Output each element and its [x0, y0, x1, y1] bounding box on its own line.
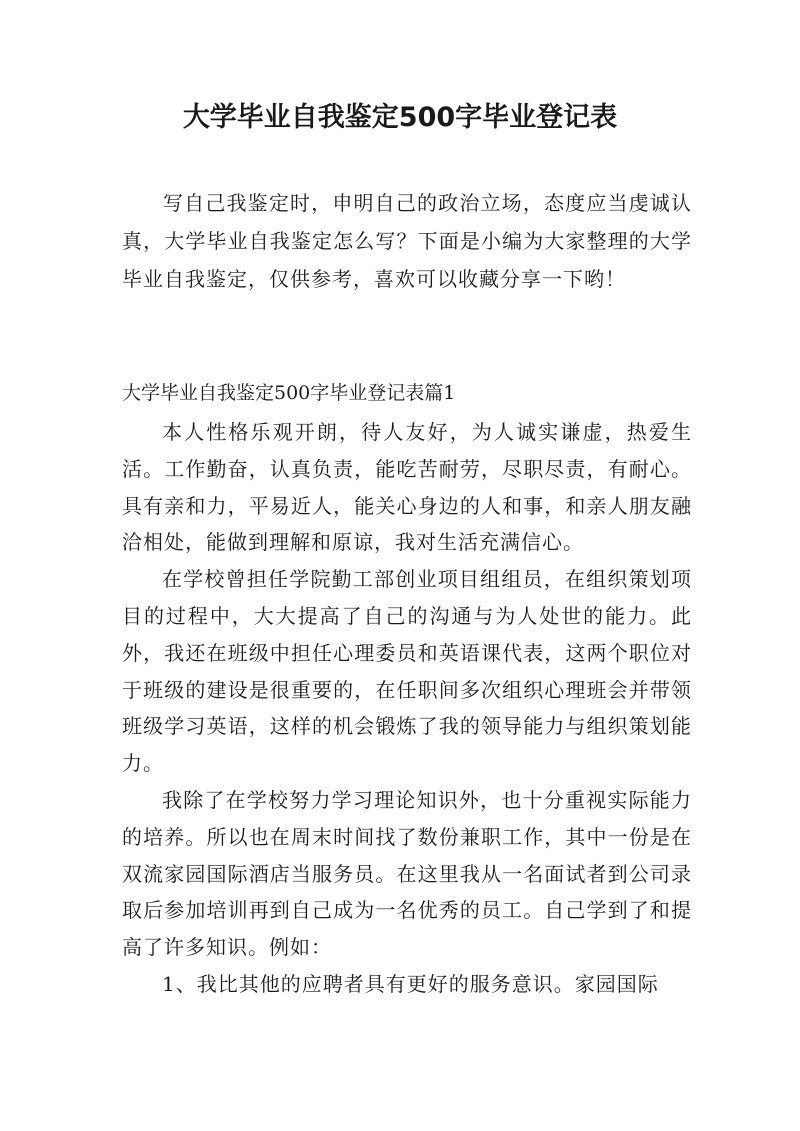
body-paragraph: 1、我比其他的应聘者具有更好的服务意识。家园国际 — [162, 971, 659, 996]
intro-block — [122, 184, 692, 298]
intro-paragraph: 写自己我鉴定时，申明自己的政治立场，态度应当虔诚认真，大学毕业自我鉴定怎么写？下面是小编为大家整理的大学毕业自我鉴定，仅供参考，喜欢可以收藏分享一下哟！ — [122, 191, 692, 291]
body-text — [122, 414, 692, 1003]
body-paragraph: 我除了在学校努力学习理论知识外，也十分重视实际能力的培养。所以也在周末时间找了数份兼职工作，其中一份是在双流家园国际酒店当服务员。在这里我从一名面试者到公司录取后参加培训再到自己成为一名优秀的员工。自己学到了和提高了许多知识。例如： — [122, 787, 692, 960]
document-title: 大学毕业自我鉴定500字毕业登记表 — [182, 102, 618, 133]
body-paragraph: 本人性格乐观开朗，待人友好，为人诚实谦虚，热爱生活。工作勤奋，认真负责，能吃苦耐劳，尽职尽责，有耐心。具有亲和力，平易近人，能关心身边的人和事，和亲人朋友融洽相处，能做到理解和原谅，我对生活充满信心。 — [122, 420, 692, 555]
section-heading: 大学毕业自我鉴定500字毕业登记表篇1 — [122, 382, 456, 404]
body-paragraph: 在学校曾担任学院勤工部创业项目组组员，在组织策划项目的过程中，大大提高了自己的沟通与为人处世的能力。此外，我还在班级中担任心理委员和英语课代表，这两个职位对于班级的建设是很重要的，在任职间多次组织心理班会并带领班级学习英语，这样的机会锻炼了我的领导能力与组织策划能力。 — [122, 567, 692, 776]
